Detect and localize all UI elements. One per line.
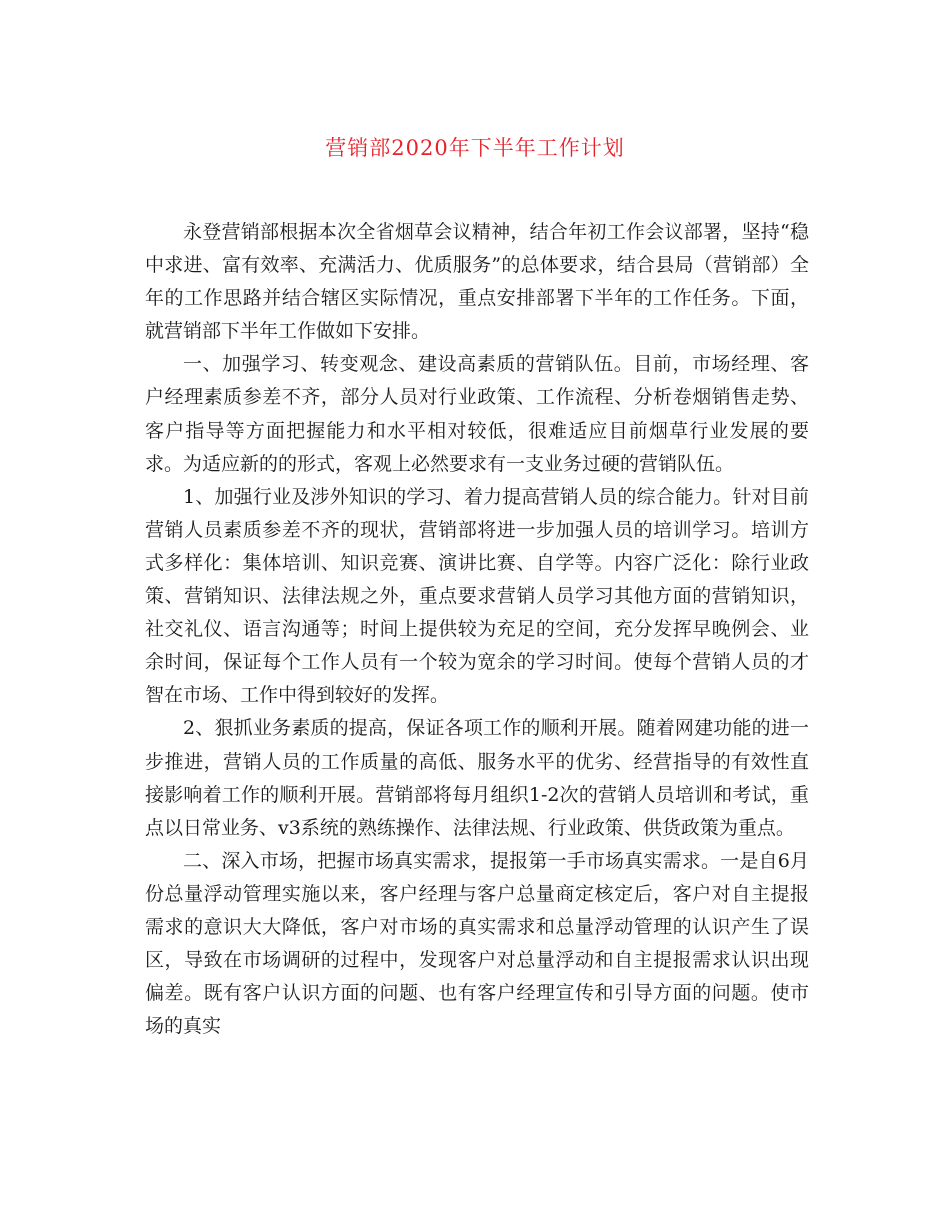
paragraph-item-2: 2、狠抓业务素质的提高，保证各项工作的顺利开展。随着网建功能的进一步推进，营销人员的工作质量的高低、服务水平的优劣、经营指导的有效性直接影响着工作的顺利开展。营销部将每月组织1-2次的营销人员培训和考试，重点以日常业务、v3系统的熟练操作、法律法规、行业政策、供货政策为重点。: [145, 717, 809, 839]
document-body: [145, 216, 809, 1043]
paragraph-item-1: 1、加强行业及涉外知识的学习、着力提高营销人员的综合能力。针对目前营销人员素质参差不齐的现状，营销部将进一步加强人员的培训学习。培训方式多样化：集体培训、知识竞赛、演讲比赛、自学等。内容广泛化：除行业政策、营销知识、法律法规之外，重点要求营销人员学习其他方面的营销知识，社交礼仪、语言沟通等；时间上提供较为充足的空间，充分发挥早晚例会、业余时间，保证每个工作人员有一个较为宽余的学习时间。使每个营销人员的才智在市场、工作中得到较好的发挥。: [145, 485, 809, 707]
paragraph-section-1: 一、加强学习、转变观念、建设高素质的营销队伍。目前，市场经理、客户经理素质参差不齐，部分人员对行业政策、工作流程、分析卷烟销售走势、客户指导等方面把握能力和水平相对较低，很难适应目前烟草行业发展的要求。为适应新的的形式，客观上必然要求有一支业务过硬的营销队伍。: [145, 353, 809, 475]
paragraph-section-2: 二、深入市场，把握市场真实需求，提报第一手市场真实需求。一是自6月份总量浮动管理实施以来，客户经理与客户总量商定核定后，客户对自主提报需求的意识大大降低，客户对市场的真实需求和总量浮动管理的认识产生了误区，导致在市场调研的过程中，发现客户对总量浮动和自主提报需求认识出现偏差。既有客户认识方面的问题、也有客户经理宣传和引导方面的问题。使市场的真实: [145, 849, 809, 1038]
document-title: 营销部2020年下半年工作计划: [325, 136, 625, 160]
paragraph-intro: 永登营销部根据本次全省烟草会议精神，结合年初工作会议部署，坚持“稳中求进、富有效率、充满活力、优质服务”的总体要求，结合县局（营销部）全年的工作思路并结合辖区实际情况，重点安排部署下半年的工作任务。下面，就营销部下半年工作做如下安排。: [145, 221, 809, 343]
